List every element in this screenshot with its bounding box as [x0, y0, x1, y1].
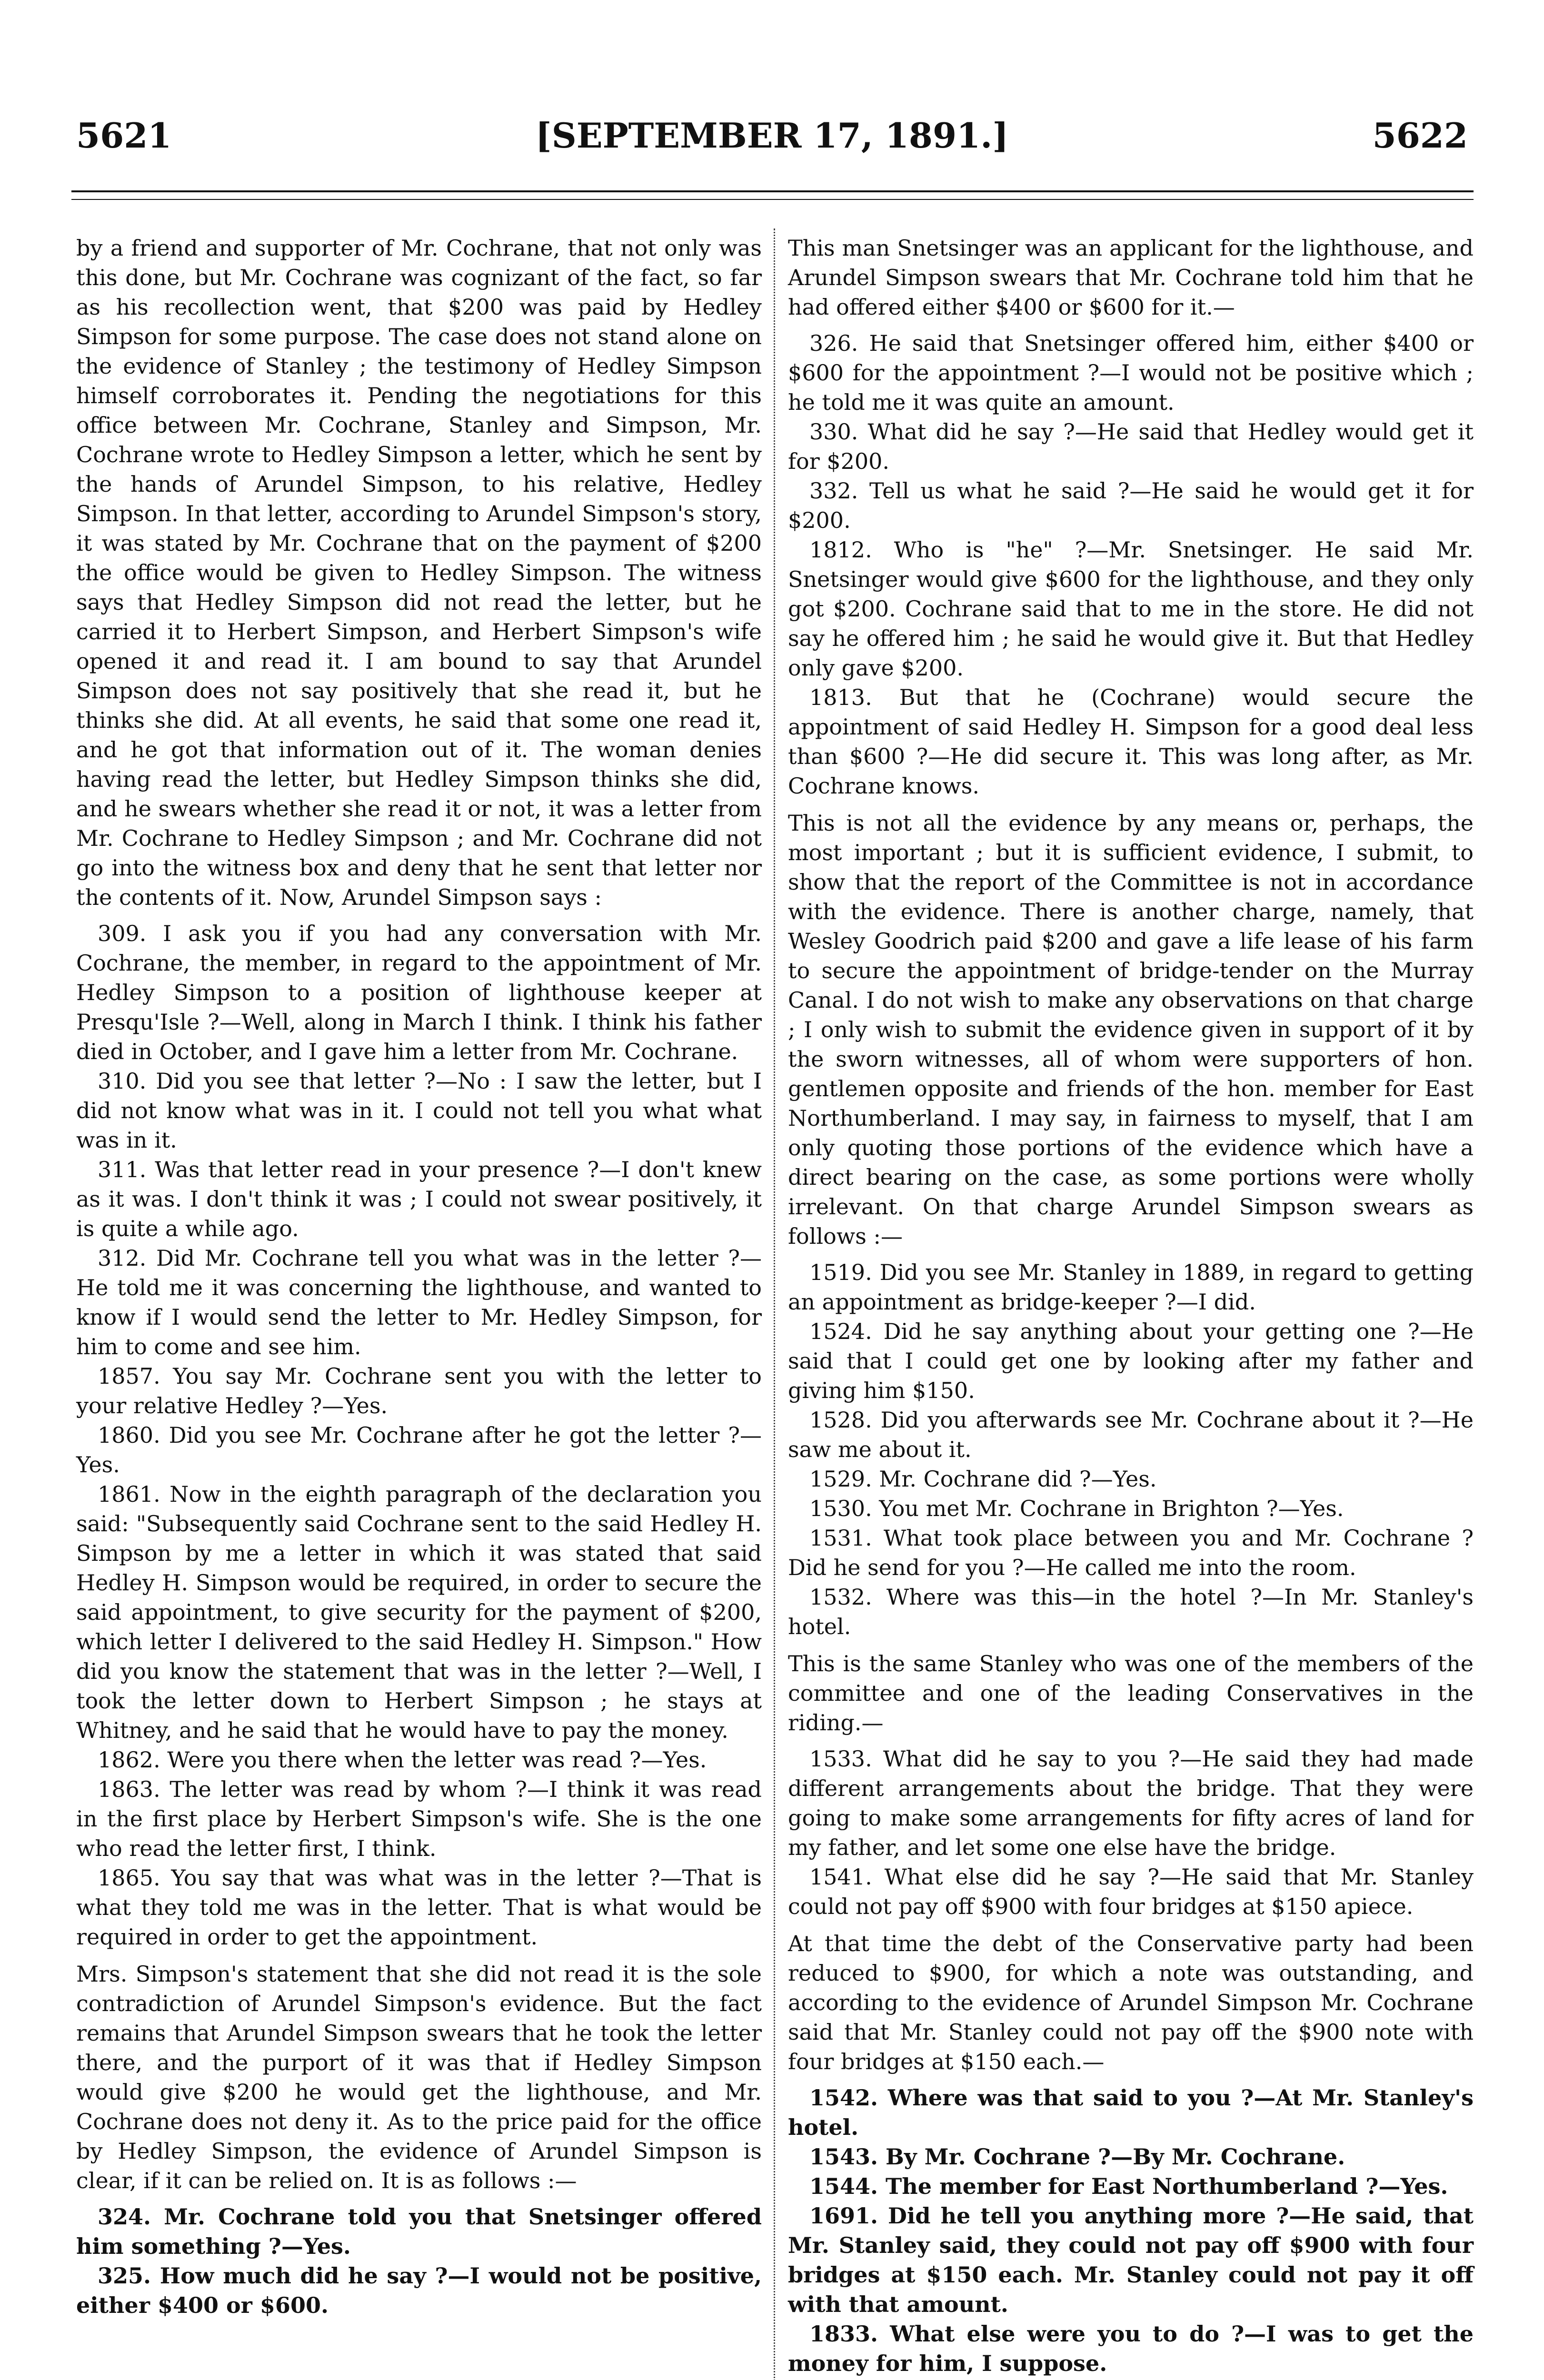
evidence-line: 1530. You met Mr. Cochrane in Brighton ?—Yes. [809, 1496, 1344, 1521]
page-date: [SEPTEMBER 17, 1891.] [535, 115, 1009, 156]
right-evidence-block-1 [788, 328, 1474, 801]
evidence-line: 324. Mr. Cochrane told you that Snetsinger offered him something ?—Yes. [76, 2204, 762, 2259]
evidence-line: 1519. Did you see Mr. Stanley in 1889, in regard to getting an appointment as bridge-keeper ?—I did. [788, 1259, 1474, 1315]
evidence-line: 1863. The letter was read by whom ?—I think it was read in the first place by Herbert Simpson's wife. She is the one who read the letter first, I think. [76, 1776, 762, 1861]
evidence-line: 326. He said that Snetsinger offered him, either $400 or $600 for the appointment ?—I would not be positive which ; he told me it was quite an amount. [788, 330, 1474, 415]
evidence-line: 1860. Did you see Mr. Cochrane after he got the letter ?—Yes. [76, 1422, 762, 1478]
evidence-line: 1533. What did he say to you ?—He said they had made different arrangements about the bridge. That they were going to make some arrangements for fifty acres of land for my father, and let some one else have the bridge. [788, 1746, 1474, 1860]
right-paragraph-3: This is the same Stanley who was one of the members of the committee and one of the leading Conservatives in the riding.— [788, 1651, 1474, 1735]
left-paragraph-2: Mrs. Simpson's statement that she did not read it is the sole contradiction of Arundel Simpson's evidence. But the fact remains that Arundel Simpson swears that he took the letter there, and the purport of it was that if Hedley Simpson would give $200 he would get the lighthouse, and Mr. Cochrane does not deny it. As to the price paid for the office by Hedley Simpson, the evidence of Arundel Simpson is clear, if it can be relied on. It is as follows :— [76, 1961, 762, 2193]
evidence-line: 1861. Now in the eighth paragraph of the declaration you said: "Subsequently said Cochrane sent to the said Hedley H. Simpson by me a letter in which it was stated that said Hedley H. Simpson would be required, in order to secure the said appointment, to give security for the payment of $200, which letter I delivered to the said Hedley H. Simpson." How did you know the statement that was in the letter ?—Well, I took the letter down to Herbert Simpson ; he stays at Whitney, and he said that he would have to pay the money. [76, 1481, 762, 1743]
evidence-line: 1541. What else did he say ?—He said that Mr. Stanley could not pay off $900 with four bridges at $150 apiece. [788, 1864, 1474, 1919]
page-number-left: 5621 [76, 115, 172, 156]
evidence-line: 1542. Where was that said to you ?—At Mr. Stanley's hotel. [788, 2085, 1474, 2140]
left-evidence-block-1 [76, 919, 762, 1952]
column-divider [774, 228, 775, 2380]
page-header [76, 112, 1468, 159]
right-paragraph-2: This is not all the evidence by any means or, perhaps, the most important ; but it is sufficient evidence, I submit, to show that the report of the Committee is not in accordance with the evidence. There is another charge, namely, that Wesley Goodrich paid $200 and gave a life lease of his farm to secure the appointment of bridge-tender on the Murray Canal. I do not wish to make any observations on that charge ; I only wish to submit the evidence given in support of it by the sworn witnesses, all of whom were supporters of hon. gentlemen opposite and friends of the hon. member for East Northumberland. I may say, in fairness to myself, that I am only quoting those portions of the evidence which have a direct bearing on the case, as some portions were wholly irrelevant. On that charge Arundel Simpson swears as follows :— [788, 810, 1474, 1249]
evidence-line: 309. I ask you if you had any conversation with Mr. Cochrane, the member, in regard to the appointment of Mr. Hedley Simpson to a position of lighthouse keeper at Presqu'Isle ?—Well, along in March I think. I think his father died in October, and I gave him a letter from Mr. Cochrane. [76, 921, 762, 1064]
right-paragraph-1: This man Snetsinger was an applicant for the lighthouse, and Arundel Simpson swears that Mr. Cochrane told him that he had offered either $400 or $600 for it.— [788, 235, 1474, 320]
left-column [76, 233, 762, 2328]
evidence-line: 1528. Did you afterwards see Mr. Cochrane about it ?—He saw me about it. [788, 1407, 1474, 1462]
evidence-line: 332. Tell us what he said ?—He said he would get it for $200. [788, 478, 1474, 533]
left-paragraph-1: by a friend and supporter of Mr. Cochrane, that not only was this done, but Mr. Cochrane was cognizant of the fact, so far as his recollection went, that $200 was paid by Hedley Simpson for some purpose. The case does not stand alone on the evidence of Stanley ; the testimony of Hedley Simpson himself corroborates it. Pending the negotiations for this office between Mr. Cochrane, Stanley and Simpson, Mr. Cochrane wrote to Hedley Simpson a letter, which he sent by the hands of Arundel Simpson, to his relative, Hedley Simpson. In that letter, according to Arundel Simpson's story, it was stated by Mr. Cochrane that on the payment of $200 the office would be given to Hedley Simpson. The witness says that Hedley Simpson did not read the letter, but he carried it to Herbert Simpson, and Herbert Simpson's wife opened it and read it. I am bound to say that Arundel Simpson does not say positively that she read it, but he thinks she did. At all events, he said that some one read it, and he got that information out of it. The woman denies having read the letter, but Hedley Simpson thinks she did, and he swears whether she read it or not, it was a letter from Mr. Cochrane to Hedley Simpson ; and Mr. Cochrane did not go into the witness box and deny that he sent that letter nor the contents of it. Now, Arundel Simpson says : [76, 235, 762, 910]
evidence-line: 1862. Were you there when the letter was read ?—Yes. [98, 1747, 707, 1773]
right-evidence-block-3 [788, 1744, 1474, 1921]
page-number-right: 5622 [1372, 115, 1468, 156]
evidence-line: 310. Did you see that letter ?—No : I saw the letter, but I did not know what was in it. I could not tell you what what was in it. [76, 1068, 762, 1153]
right-paragraph-4: At that time the debt of the Conservative party had been reduced to $900, for which a note was outstanding, and according to the evidence of Arundel Simpson Mr. Cochrane said that Mr. Stanley could not pay off the $900 note with four bridges at $150 each.— [788, 1931, 1474, 2074]
header-rule-thick [71, 190, 1474, 192]
evidence-line: 1691. Did he tell you anything more ?—He said, that Mr. Stanley said, they could not pay off $900 with four bridges at $150 each. Mr. Stanley could not pay it off with that amount. [788, 2203, 1474, 2317]
right-evidence-block-2 [788, 1258, 1474, 1641]
evidence-line: 1529. Mr. Cochrane did ?—Yes. [809, 1466, 1157, 1492]
left-evidence-block-2 [76, 2202, 762, 2320]
evidence-line: 1813. But that he (Cochrane) would secure the appointment of said Hedley H. Simpson for a good deal less than $600 ?—He did secure it. This was long after, as Mr. Cochrane knows. [788, 684, 1474, 799]
evidence-line: 312. Did Mr. Cochrane tell you what was in the letter ?—He told me it was concerning the lighthouse, and wanted to know if I would send the letter to Mr. Hedley Simpson, for him to come and see him. [76, 1245, 762, 1359]
header-rule-thin [71, 199, 1474, 200]
evidence-line: 1524. Did he say anything about your getting one ?—He said that I could get one by looking after my father and giving him $150. [788, 1319, 1474, 1403]
evidence-line: 330. What did he say ?—He said that Hedley would get it for $200. [788, 419, 1474, 474]
evidence-line: 1857. You say Mr. Cochrane sent you with the letter to your relative Hedley ?—Yes. [76, 1363, 762, 1418]
evidence-line [788, 2378, 1474, 2380]
evidence-line: 1544. The member for East Northumberland ?—Yes. [809, 2173, 1448, 2199]
evidence-line: 325. How much did he say ?—I would not be positive, either $400 or $600. [76, 2263, 762, 2318]
evidence-line: 1543. By Mr. Cochrane ?—By Mr. Cochrane. [809, 2144, 1345, 2170]
evidence-line: 311. Was that letter read in your presence ?—I don't knew as it was. I don't think it was ; I could not swear positively, it is quite a while ago. [76, 1157, 762, 1241]
evidence-line: 1531. What took place between you and Mr. Cochrane ? Did he send for you ?—He called me into the room. [788, 1525, 1474, 1580]
right-evidence-block-4 [788, 2083, 1474, 2380]
evidence-line: 1833. What else were you to do ?—I was to get the money for him, I suppose. [788, 2321, 1474, 2376]
evidence-line: 1812. Who is "he" ?—Mr. Snetsinger. He said Mr. Snetsinger would give $600 for the lighthouse, and they only got $200. Cochrane said that to me in the store. He did not say he offered him ; he said he would give it. But that Hedley only gave $200. [788, 537, 1474, 681]
evidence-line: 1532. Where was this—in the hotel ?—In Mr. Stanley's hotel. [788, 1584, 1474, 1639]
evidence-line: 1865. You say that was what was in the letter ?—That is what they told me was in the letter. That is what would be required in order to get the appointment. [76, 1865, 762, 1950]
right-column [788, 233, 1474, 2380]
